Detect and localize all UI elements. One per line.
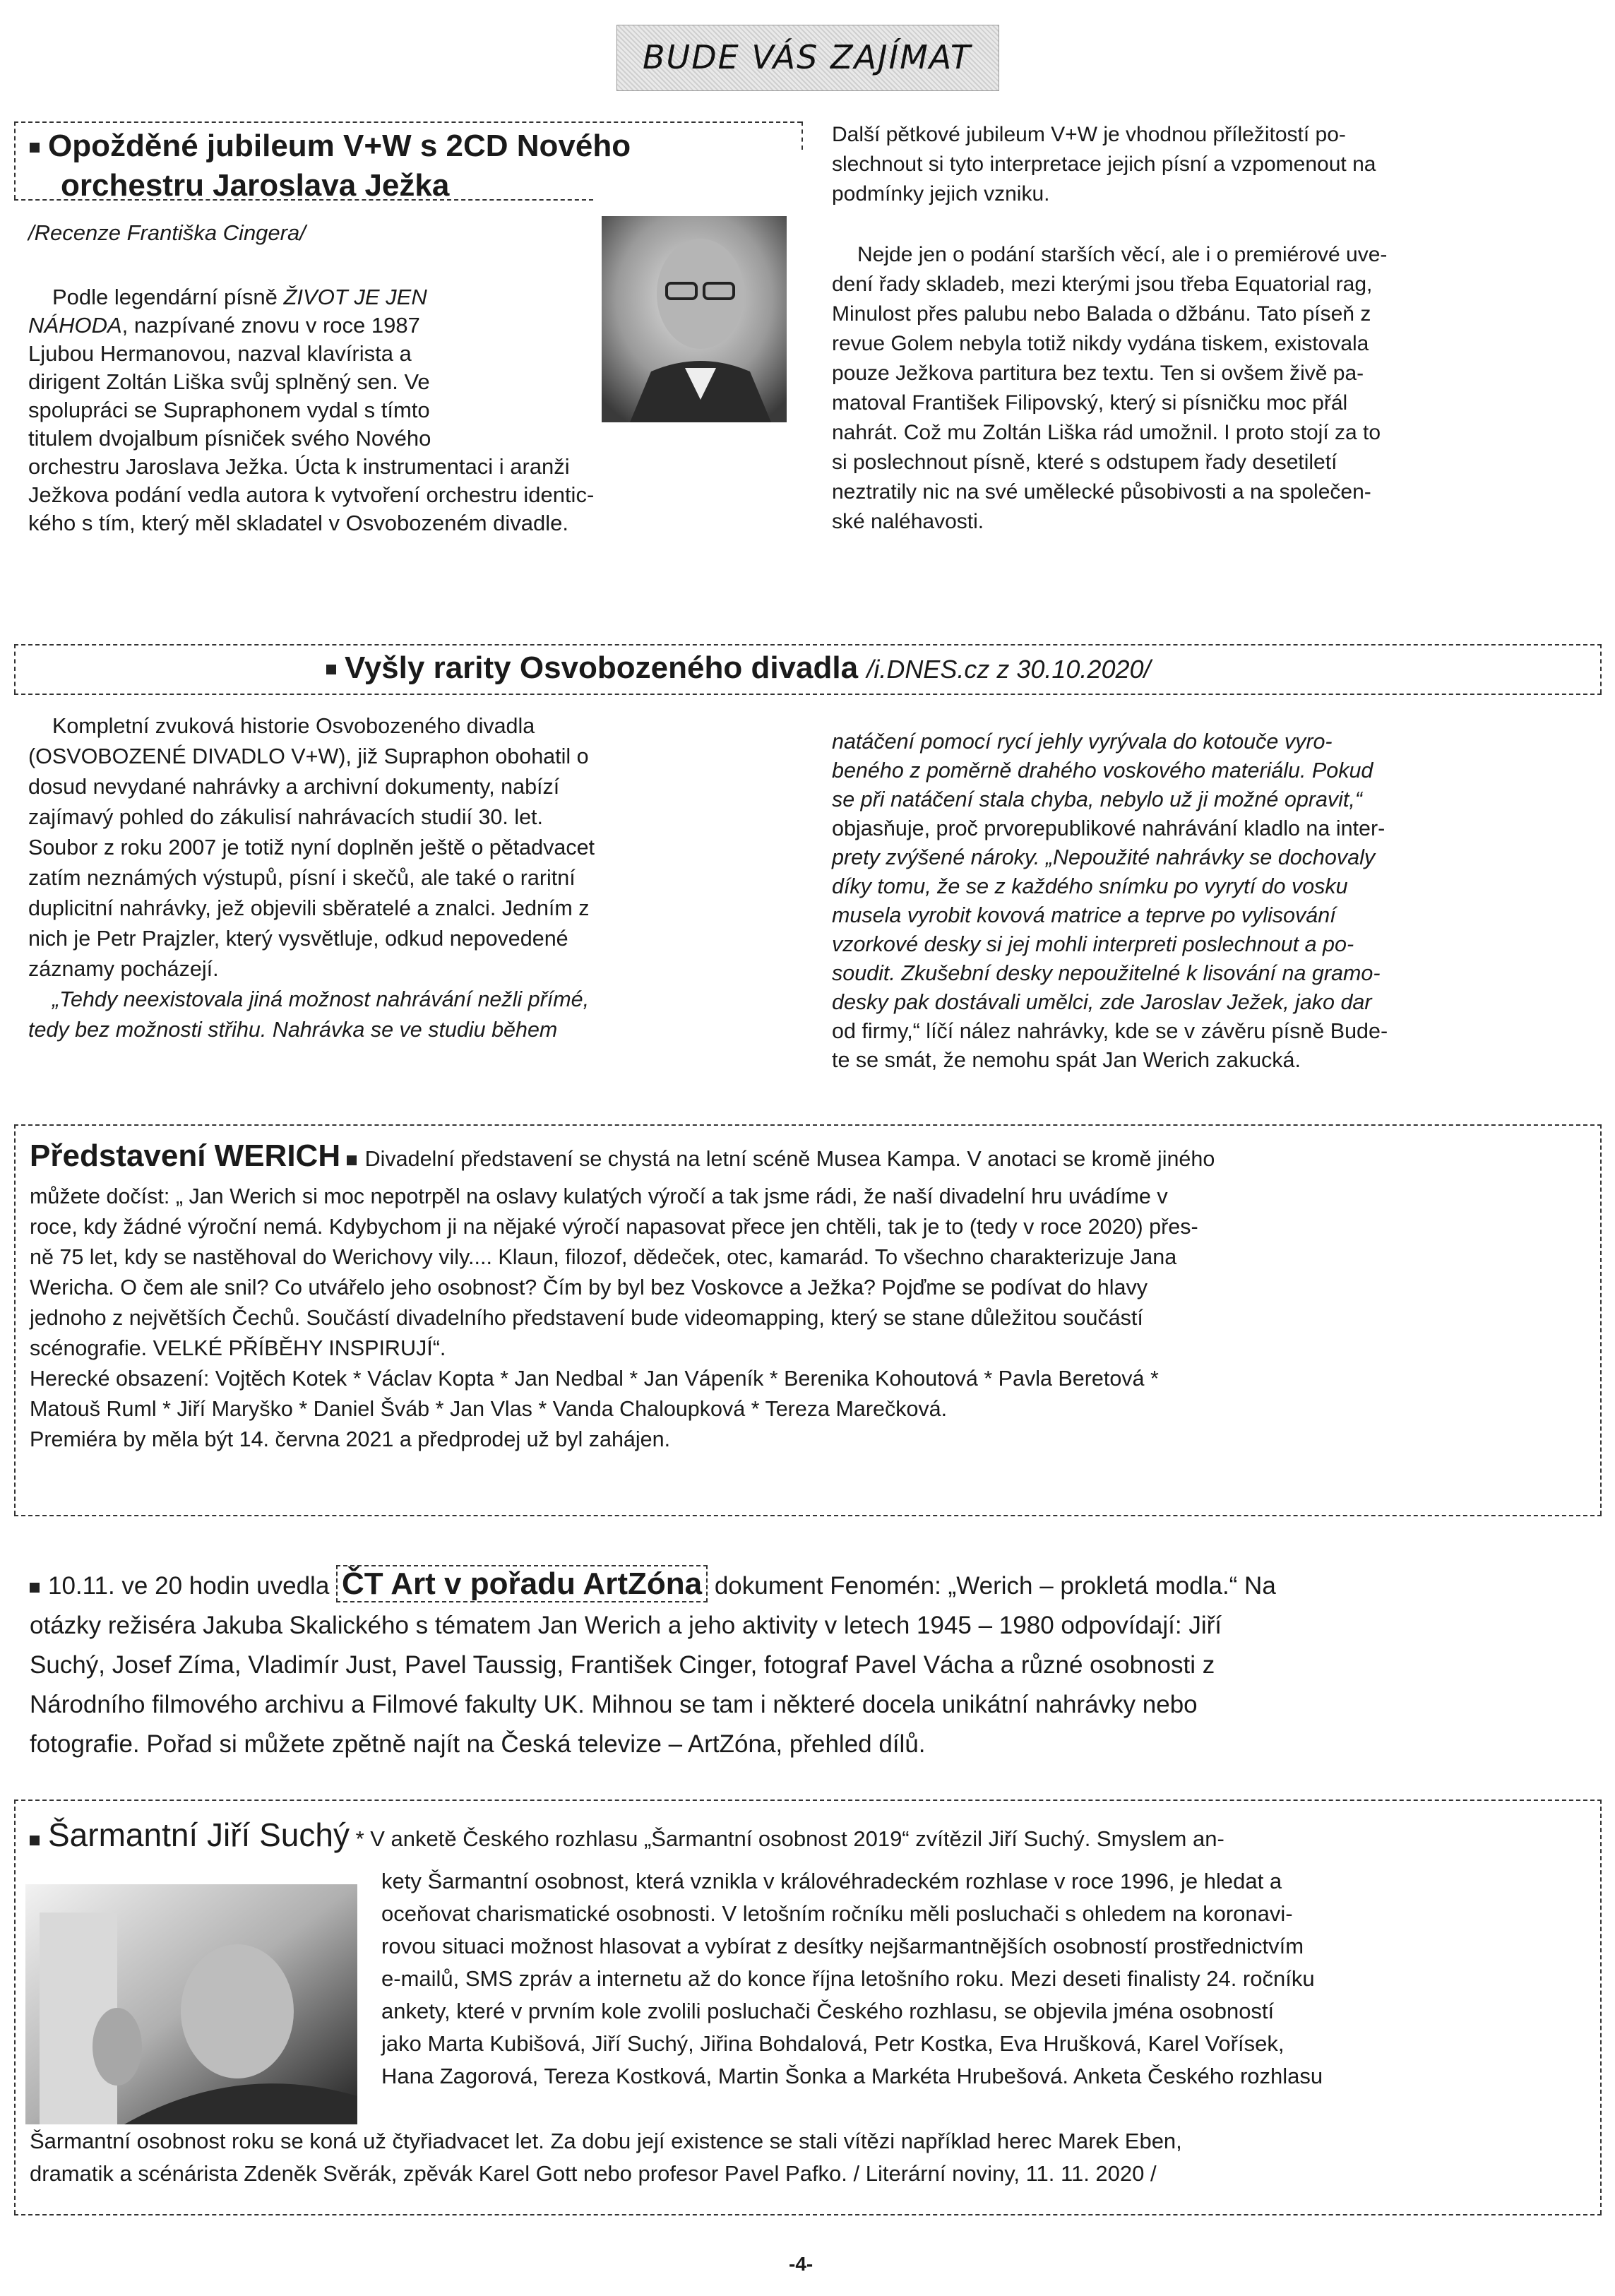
s4-first-line: 10.11. ve 20 hodin uvedla ČT Art v pořadu ArtZóna dokument Fenomén: „Werich – prokletá modla.“ Na [30, 1566, 1276, 1604]
s1-left-line-7: orchestru Jaroslava Ježka. Úcta k instrumentaci i aranži [28, 454, 570, 479]
section1-title-line1: Opožděné jubileum V+W s 2CD Nového [30, 127, 631, 165]
s1-right-line: Další pětkové jubileum V+W je vhodnou příležitostí po- [832, 123, 1346, 146]
bullet-icon [347, 1155, 357, 1165]
s2-right-line: objasňuje, proč prvorepublikové nahrávání kladlo na inter- [832, 816, 1385, 840]
s2-right-line: díky tomu, že se z každého snímku po vyrytí do vosku [832, 874, 1348, 898]
section2-frame-bottom [14, 694, 1602, 695]
s1-right-line: nahrát. Což mu Zoltán Liška rád umožnil. I proto stojí za to [832, 421, 1381, 444]
s2-right-line: te se smát, že nemohu spát Jan Werich zakucká. [832, 1048, 1301, 1072]
page-number: -4- [789, 2253, 814, 2275]
s1-left-line-1: Podle legendární písně ŽIVOT JE JEN [52, 285, 427, 309]
s1-left-line-6: titulem dvojalbum písniček svého Nového [28, 426, 431, 451]
s1-right-line: Minulost přes palubu nebo Balada o džbánu. Tato píseň z [832, 302, 1371, 326]
s5-line: Šarmantní osobnost roku se koná už čtyřiadvacet let. Za dobu její existence se stali vítězi například herec Marek Eben, [30, 2129, 1182, 2153]
s3-line: Premiéra by měla být 14. června 2021 a předprodej už byl zahájen. [30, 1427, 671, 1451]
s2-left-line: tedy bez možnosti střihu. Nahrávka se ve studiu během [28, 1018, 558, 1042]
section1-byline: /Recenze Františka Cingera/ [28, 220, 306, 245]
s1-right-line: Nejde jen o podání starších věcí, ale i o premiérové uve- [857, 243, 1388, 266]
s3-line: Matouš Ruml * Jiří Maryško * Daniel Šváb * Jan Vlas * Vanda Chaloupková * Tereza Marečková. [30, 1397, 948, 1421]
s3-line: můžete dočíst: „ Jan Werich si moc nepotrpěl na oslavy kulatých výročí a tak jsme rádi, že naší divadelní hru uvádíme v [30, 1184, 1168, 1208]
s1-right-line: slechnout si tyto interpretace jejich písní a vzpomenout na [832, 153, 1376, 176]
s2-left-line: (OSVOBOZENÉ DIVADLO V+W), již Supraphon obohatil o [28, 744, 589, 768]
s5-line: rovou situaci možnost hlasovat a vybírat z desítky nejšarmantnějších osobností prostřednictvím [381, 1934, 1304, 1958]
s3-line: Wericha. O čem ale snil? Co utvářelo jeho osobnost? Čím by byl bez Voskovce a Ježka? Pojďme se podívat do hlavy [30, 1275, 1148, 1299]
s1-right-line: podmínky jejich vzniku. [832, 182, 1050, 206]
section2-frame-left [14, 644, 16, 694]
s2-right-line: desky pak dostávali umělci, zde Jaroslav Ježek, jako dar [832, 990, 1372, 1014]
section3-frame-left [14, 1124, 16, 1515]
s5-line: jako Marta Kubišová, Jiří Suchý, Jiřina Bohdalová, Petr Kostka, Eva Hrušková, Karel Vořísek, [381, 2031, 1285, 2056]
s1-left-line-4: dirigent Zoltán Liška svůj splněný sen. Ve [28, 369, 430, 394]
s4-line: fotografie. Pořad si můžete zpětně najít na Česká televize – ArtZóna, přehled dílů. [30, 1730, 926, 1758]
s4-line: Suchý, Josef Zíma, Vladimír Just, Pavel Taussig, František Cinger, fotograf Pavel Vácha a různé osobnosti z [30, 1651, 1215, 1679]
section5-frame-left [14, 1800, 16, 2214]
s3-line: Herecké obsazení: Vojtěch Kotek * Václav Kopta * Jan Nedbal * Jan Vápeník * Berenika Kohoutová * Pavla Beretová * [30, 1367, 1159, 1391]
s3-line: scénografie. VELKÉ PŘÍBĚHY INSPIRUJÍ“. [30, 1336, 446, 1360]
s3-line: ně 75 let, kdy se nastěhoval do Werichovy vily.... Klaun, filozof, dědeček, otec, kamarád. To všechno charakterizuje Jana [30, 1245, 1177, 1269]
section3-frame-right [1600, 1124, 1602, 1515]
s5-first-line: Šarmantní Jiří Suchý * V anketě Českého rozhlasu „Šarmantní osobnost 2019“ zvítězil Jiří Suchý. Smyslem an- [30, 1815, 1224, 1859]
s2-right-line: beného z poměrně drahého voskového materiálu. Pokud [832, 759, 1373, 783]
section1-frame-right [801, 121, 803, 150]
s1-left-line-8: Ježkova podání vedla autora k vytvoření orchestru identic- [28, 482, 595, 507]
section3-frame-bottom [14, 1515, 1602, 1516]
s3-first-line: Představení WERICH Divadelní představení se chystá na letní scéně Musea Kampa. V anotaci se kromě jiného [30, 1138, 1215, 1173]
section2-frame-right [1600, 644, 1602, 694]
s2-left-line: Soubor z roku 2007 je totiž nyní doplněn ještě o pětadvacet [28, 835, 595, 859]
section3-frame-top [14, 1124, 1602, 1126]
s2-right-line: prety zvýšené nároky. „Nepoužité nahrávky se dochovaly [832, 845, 1376, 869]
s2-right-line: vzorkové desky si jej mohli interpreti poslechnout a po- [832, 932, 1354, 956]
s2-left-line: zajímavý pohled do zákulisí nahrávacích studií 30. let. [28, 805, 544, 829]
s2-right-line: od firmy,“ líčí nález nahrávky, kde se v závěru písně Bude- [832, 1019, 1388, 1043]
ct-art-boxed-label: ČT Art v pořadu ArtZóna [336, 1565, 708, 1602]
s1-left-line-5: spolupráci se Supraphonem vydal s tímto [28, 398, 430, 422]
s5-line: dramatik a scénárista Zdeněk Svěrák, zpěvák Karel Gott nebo profesor Pavel Pafko. / Literární noviny, 11. 11. 2020 / [30, 2161, 1157, 2186]
s2-left-line: Kompletní zvuková historie Osvobozeného divadla [52, 714, 535, 738]
bullet-icon [30, 143, 40, 153]
s1-right-line: dení řady skladeb, mezi kterými jsou třeba Equatorial rag, [832, 273, 1373, 296]
s1-left-line-2: NÁHODA, nazpívané znovu v roce 1987 [28, 313, 420, 338]
s3-line: jednoho z největších Čechů. Součástí divadelního představení bude videomapping, který se stane důležitou součástí [30, 1306, 1143, 1330]
s2-left-line: zatím neznámých výstupů, písní i skečů, ale také o raritní [28, 866, 576, 890]
s5-line: Hana Zagorová, Tereza Kostková, Martin Šonka a Markéta Hrubešová. Anketa Českého rozhlasu [381, 2064, 1323, 2088]
s3-line: roce, kdy žádné výroční nemá. Kdybychom ji na nějaké výročí napasovat přece jen chtěli, tak je to (tedy v roce 2020) přes- [30, 1215, 1198, 1239]
portrait-icon [25, 1884, 357, 2124]
section1-frame-top [14, 121, 801, 123]
s1-right-line: neztratily nic na své umělecké působivosti a na společen- [832, 480, 1371, 504]
bullet-icon [30, 1836, 40, 1845]
s1-right-line: matoval František Filipovský, který si písničku moc přál [832, 391, 1348, 415]
s2-right-line: musela vyrobit kovová matrice a teprve po vylisování [832, 903, 1336, 927]
s2-right-line: soudit. Zkušební desky nepoužitelné k lisování na gramo- [832, 961, 1381, 985]
section2-source: /i.DNES.cz z 30.10.2020/ [866, 655, 1151, 684]
section5-frame-bottom [14, 2214, 1602, 2215]
section2-frame-top [14, 644, 1602, 646]
jiri-suchy-photo [25, 1884, 357, 2124]
section3-title: Představení WERICH [30, 1138, 341, 1173]
s2-left-line: nich je Petr Prajzler, který vysvětluje, odkud nepovedené [28, 927, 568, 951]
s1-left-line-9: kého s tím, který měl skladatel v Osvobozeném divadle. [28, 511, 568, 535]
s1-right-line: revue Golem nebyla totiž nikdy vydána tiskem, existovala [832, 332, 1369, 355]
s2-left-line: duplicitní nahrávky, jež objevili sběratelé a znalci. Jedním z [28, 896, 590, 920]
portrait-icon [602, 216, 787, 422]
s1-right-line: si poslechnout písně, které s odstupem řady desetiletí [832, 451, 1337, 474]
zoltan-liska-photo [602, 216, 787, 422]
bullet-icon [326, 665, 336, 674]
section2-title-row [326, 648, 1151, 689]
s1-right-line: pouze Ježkova partitura bez textu. Ten si ovšem živě pa- [832, 362, 1364, 385]
s5-line: e-mailů, SMS zpráv a internetu až do konce října letošního roku. Mezi deseti finalisty 24. ročníku [381, 1966, 1315, 1991]
s1-left-line-3: Ljubou Hermanovou, nazval klavírista a [28, 341, 412, 366]
section5-frame-top [14, 1800, 1602, 1801]
s2-left-line: záznamy pocházejí. [28, 957, 219, 981]
s2-right-line: se při natáčení stala chyba, nebylo už ji možné opravit,“ [832, 787, 1363, 811]
bullet-icon [30, 1583, 40, 1593]
s1-right-line: ské naléhavosti. [832, 510, 984, 533]
s2-left-line: „Tehdy neexistovala jiná možnost nahrávání nežli přímé, [52, 987, 590, 1011]
section2-title: Vyšly rarity Osvobozeného divadla [345, 650, 859, 685]
section5-frame-right [1600, 1800, 1602, 2214]
s2-left-line: dosud nevydané nahrávky a archivní dokumenty, nabízí [28, 775, 560, 799]
s5-line: oceňovat charismatické osobnosti. V letošním ročníku měli posluchači s ohledem na koronavi- [381, 1901, 1293, 1926]
s4-line: Národního filmového archivu a Filmové fakulty UK. Mihnou se tam i některé docela unikátní nahrávky nebo [30, 1691, 1198, 1718]
section5-title: Šarmantní Jiří Suchý [48, 1816, 350, 1853]
s5-line: ankety, které v prvním kole zvolili posluchači Českého rozhlasu, se objevila jména osobností [381, 1999, 1275, 2023]
s2-right-line: natáčení pomocí rycí jehly vyrývala do kotouče vyro- [832, 730, 1333, 754]
section1-frame-left [14, 121, 16, 199]
s4-line: otázky režiséra Jakuba Skalického s tématem Jan Werich a jeho aktivity v letech 1945 – 1980 odpovídají: Jiří [30, 1612, 1222, 1639]
section-header-title: BUDE VÁS ZAJÍMAT [643, 38, 972, 76]
s5-line: kety Šarmantní osobnost, která vznikla v královéhradeckém rozhlase v roce 1996, je hledat a [381, 1869, 1282, 1893]
section1-title-line2: orchestru Jaroslava Ježka [61, 168, 450, 203]
